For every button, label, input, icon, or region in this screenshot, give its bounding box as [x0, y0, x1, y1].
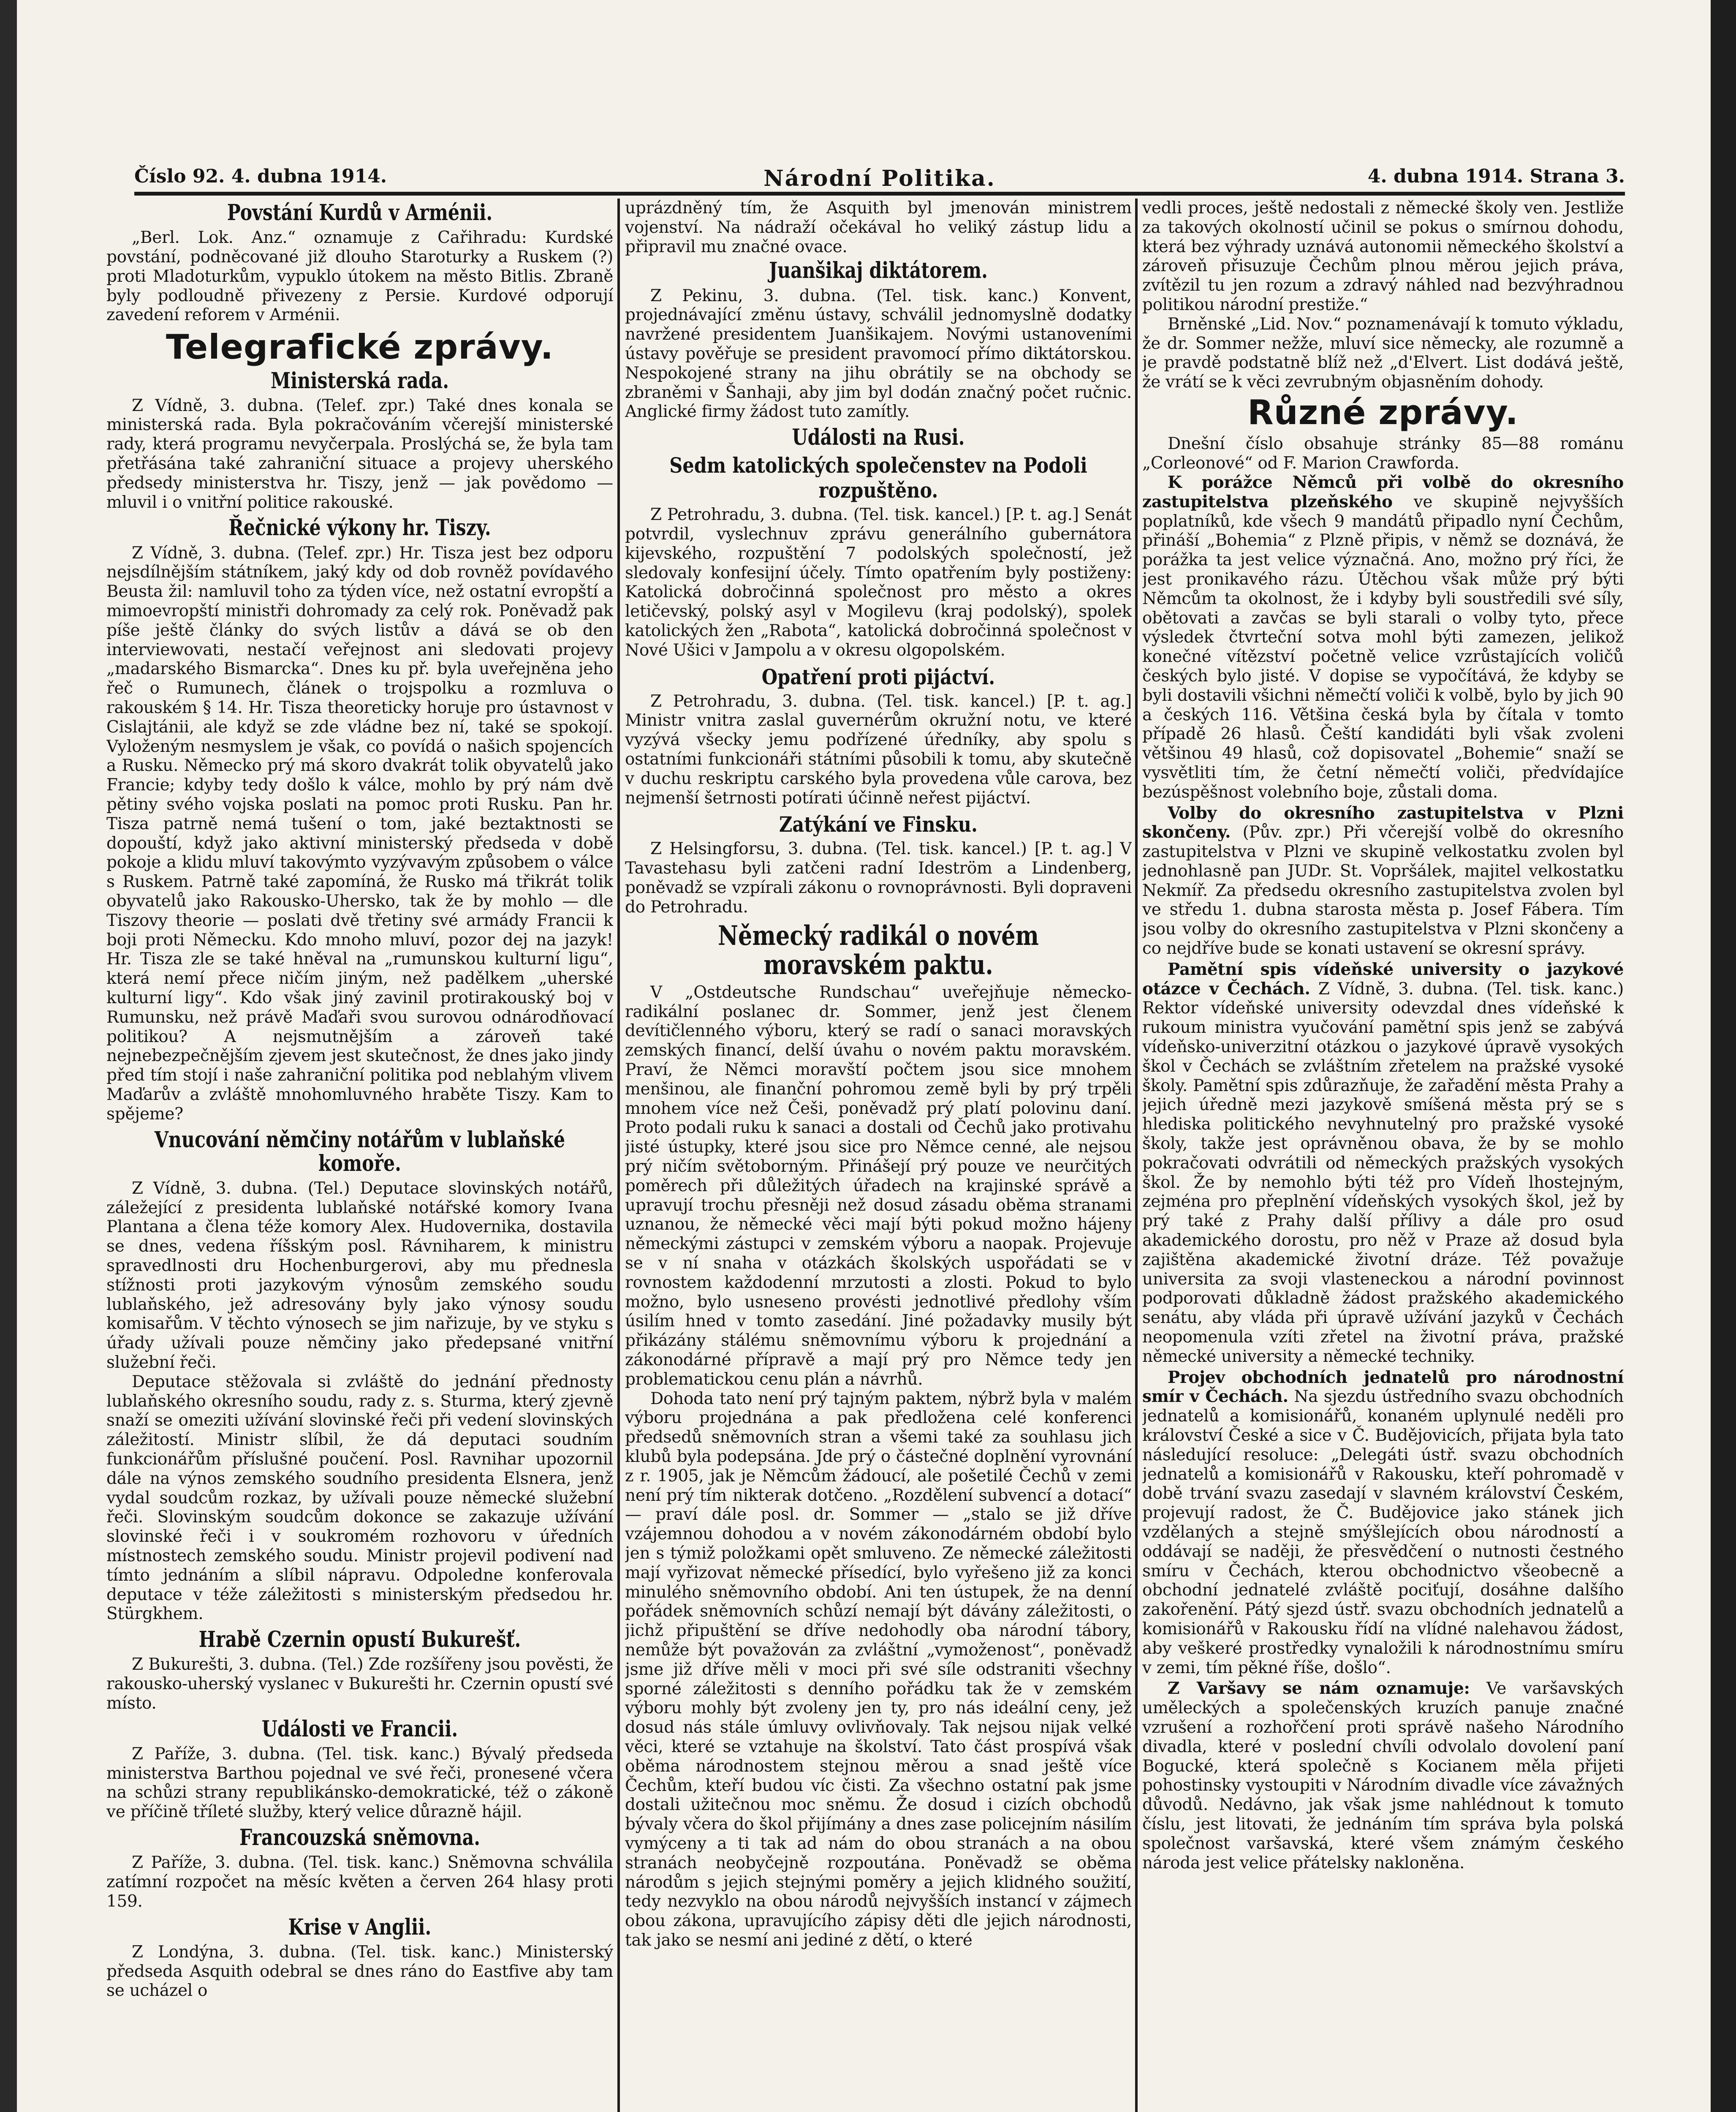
news-item-title: Volby do okresního zastupitelstva v Plzni skončeny. — [1142, 803, 1624, 842]
article-france-events — [106, 1717, 613, 1822]
news-item-title: Z Varšavy se nám oznamuje: — [1168, 1679, 1470, 1698]
headline: Události ve Francii. — [261, 1716, 458, 1742]
article-kurdish-uprising — [106, 201, 613, 325]
article-finland-arrests — [625, 812, 1132, 917]
novel-notice: Dnešní číslo obsahuje stránky 85—88 románu „Corleonové“ od F. Marion Crawforda. — [1142, 434, 1624, 473]
article-russia-events — [625, 426, 1132, 660]
news-item — [1142, 960, 1624, 1366]
article-moravian-pact — [625, 921, 1132, 1950]
column-rule-2 — [1135, 199, 1138, 2112]
headline: Vnucování němčiny notářům v lublaňské komoře. — [154, 1127, 565, 1176]
news-item-title: K porážce Němců při volbě do okresního zastupitelstva plzeňského — [1142, 472, 1624, 512]
article-french-chamber — [106, 1826, 613, 1911]
news-item-body: Na sjezdu ústředního svazu obchodních jednatelů a komisionářů, konaném uplynulé neděli pro království České a sice v Č. Budějovicích, přijata byla tato následující resoluce: „Delegáti ústř. svazu obchodních jednatelů a komisionářů v Rakousku, kteří pohromadě v době trvání svazu zasedají v slavném království Českém, projevují radost, že Č. Budějovice jako stánek jich vzdělaných a stejně smýšlejících obou národností a oddávají se naději, že přesvědčení o nutnosti čestného smíru v Čechách, kterou obchodnictvo všeobecně a obchodní jednatelé zvláště pociťují, dosáhne dalšího zakořenění. Pátý sjezd ústř. svazu obchodních jednatelů a komisionářů v Rakousku řídí na vlídné nalehavou žádost, aby veškeré prostředky vynaložili k národnostnímu smíru v zemi, tím pěkné říše, došlo“. — [1142, 1387, 1624, 1677]
news-item — [1142, 804, 1624, 958]
news-item-body: ve skupině nejvyšších poplatníků, kde všech 9 mandátů připadlo nyní Čechům, přináší „Bohemia“ z Plzně připis, v němž se doznává, že porážka ta jest velice význačná. Ano, možno prý říci, že jest pronikavého rázu. Útěchou však může prý býti Němcům ta okolnost, že i kdyby byli soustředili své síly, obětovati a zavčas se byli starali o volby tyto, přece výsledek čtvrteční sotva mohl býti zamezen, jelikož konečné vítězství početně velice vzrůstajících voličů českých bylo jisté. V dopise se vypočítává, že kdyby se byli dostavili všichni němečtí voliči k volbě, bylo by jich 90 a českých 116. Většina česká byla by čítala v tomto případě 26 hlasů. Čeští kandidáti byli však zvoleni většinou 49 hlasů, což dopisovatel „Bohemie“ snaží se vysvětliti tím, že četní němečtí voliči, předvídajíce bezúspěšnost volebního boje, zůstali doma. — [1142, 492, 1624, 802]
article-tisza-speeches — [106, 516, 613, 1124]
article-england-crisis — [106, 1916, 613, 2001]
article-body: „Berl. Lok. Anz.“ oznamuje z Cařihradu: Kurdské povstání, podněcované již dlouho Staroturky a Ruskem (?) proti Mladoturkům, vypuklo útokem na město Bitlis. Zbraně byly podloudně přivezeny z Persie. Kurdové odporují zavedení reforem v Arménii. — [106, 228, 613, 325]
headline: Události na Rusi. — [792, 425, 965, 451]
news-item-title: Projev obchodních jednatelů pro národnostní smír v Čechách. — [1142, 1367, 1624, 1407]
article-ljubljana-notaries — [106, 1128, 613, 1624]
column-2 — [625, 199, 1132, 2112]
continued-text-2: Brněnské „Lid. Nov.“ poznamenávají k tomuto výkladu, že dr. Sommer nežže, mluví sice německy, ale rozumně a je pravdě podstatně blíž než „d'Elvert. List dodává ještě, že vrátí se k věci zevrubným objasněním dohody. — [1142, 314, 1624, 392]
scan-edge-left — [0, 0, 17, 2112]
headline: Ministerská rada. — [270, 367, 449, 394]
news-item-body: Z Vídně, 3. dubna. (Tel. tisk. kanc.) Rektor vídeňské university odevzdal dnes vídeňské k rukoum ministra vyučování pamětní spis jenž se zabývá vídeňsko-univerzitní otázkou o jazykové úpravě vysokých škol v Čechách se zvláštním zřetelem na pražské vysoké školy. Pamětní spis zdůrazňuje, že zařadění města Prahy a jejich úředně mezi jazykově smíšená města prý se s hlediska politického nevyhnutelný pro pražské vysoké školy, takže jest oprávněnou obava, že by se mohlo pokračovati odvrátili od německých pražských vysokých škol. Že by nemohlo býti též pro Vídeň lhostejným, zejména pro přeplnění vídeňských vysokých škol, jež by prý také z Prahy další přílivy a dále pro osud akademického dorostu, pro něž v Praze až dosud byla zajištěna akademické životní dráze. Též považuje universita za svoji vlasteneckou a národní povinnost podporovati důkladně žádost pražského akademického senátu, aby vláda při úpravě užívání jazyků v Čechách neopomenula vzíti zřetel na životní práva, pražské německé university a německé techniky. — [1142, 979, 1624, 1366]
issue-number: Číslo 92. 4. dubna 1914. — [134, 166, 387, 187]
news-item — [1142, 1679, 1624, 1872]
article-drunkenness-measures — [625, 664, 1132, 808]
continued-text: vedli proces, ještě nedostali z německé školy ven. Jestliže za takových okolností učinil se pokus o smírnou dohodu, která bez výhrady uznává autonomii německého školství a zároveň přisuzuje Čechům plnou měrou jejich práva, zvítězil tu jen rozum a zdravý náhled nad bezvýhradnou politikou národní prestiže.“ — [1142, 199, 1624, 314]
column-1 — [106, 199, 613, 2112]
subheadline: Zatýkání ve Finsku. — [779, 812, 978, 837]
subheadline: Sedm katolických společenstev na Podoli rozpuštěno. — [669, 453, 1087, 503]
article-yuan-shikai — [625, 259, 1132, 422]
scan-edge-right — [1711, 0, 1736, 2112]
article-body-continued: Deputace stěžovala si zvláště do jednání přednosty lublaňského okresního soudu, rady z. s. Sturma, který zjevně snaží se omeziti užívání slovinské řeči při vedení slovinských záležitostí. Ministr slíbil, že dá deputaci soudním funkcionářům příslušné poučení. Posl. Ravnihar upozornil dále na výnos zemského soudního presidenta Elsnera, jenž vydal soudcům rozkaz, by užívali pouze německé služební řeči. Slovinským soudcům dokonce se zakazuje užívání slovinské řeči i v soukromém rozhovoru v úředních místnostech zemského soudu. Ministr projevil podivení nad tímto jednáním a slíbil nápravu. Odpoledne konferovala deputace v téže záležitosti s ministerským předsedou hr. Stürgkhem. — [106, 1372, 613, 1624]
headline: Řečnické výkony hr. Tiszy. — [228, 515, 491, 541]
column-rule-1 — [617, 199, 620, 2112]
headline: Hrabě Czernin opustí Bukurešť. — [198, 1627, 521, 1653]
article-body-continued: Dohoda tato není prý tajným paktem, nýbrž byla v malém výboru projednána a pak předložena celé konferenci předsedů sněmovních stran a všemi také za souhlasu jich klubů byla podepsána. Jde prý o částečné doplnění vyrovnání z r. 1905, jak je Němcům žádoucí, ale pošetilé Čechů v zemi není prý tím nikterak dotčeno. „Rozdělení subvencí a dotací“ — praví dále posl. dr. Sommer — „stalo se již dříve vzájemnou dohodou a v novém zákonodárném období bylo jen s týmiž položkami opět smluveno. Ze německé záležitosti mají vyřizovat německé přísedící, bylo vyřešeno již za konci minulého sněmovního období. Ani ten ústupek, že na denní pořádek sněmovních schůzí nemají být dávány záležitosti, o jichž připuštění se dříve nedohodly oba národní tábory, nemůže být považován za zvláštní „vymoženost“, poněvadž jsme již dříve měli v moci při své síle odstraniti všechny sporné záležitosti s denního pořádku tak že v zemském výboru mohly být zvoleny jen ty, pro nás ideální ceny, jež dosud nás stále úmluvy ovlivňovaly. Tak nejsou nijak velké věci, které se vztahuje na školství. Tato část prospívá však oběma národnostem stejnou měrou a snad ještě více Čechům, kteří budou víc čisti. Za všechno ostatní pak jsme dostali užitečnou moc sněmu. Že dosud i cizích obchodů bývaly včera do škol přijímány a dnes zase policejním násilím vymýceny a ti tak ad nám do obou stranách a na obou stranách neobyčejně rozpoutána. Poněvadž se oběma národům s jejich stejnými poměry a jejich klidného soužití, tedy nezvyklo na obou národů nejvyšších instancí v zájmech obou zákona, upravujícího zápisy děti dle jejich národnosti, tak jako se nesmí ani jediné z dětí, o které — [625, 1389, 1132, 1950]
page-header — [134, 166, 1625, 196]
article-body: Z Vídně, 3. dubna. (Tel.) Deputace slovinských notářů, záležející z presidenta lublaňské notářské komory Ivana Plantana a člena téže komory Alex. Hudovernika, dostavila se dnes, vedena říšským posl. Rávniharem, k ministru spravedlnosti dru Hochenburgerovi, aby mu přednesla stížnosti proti jazykovým výnosům zemského soudu lublaňského, jež adresovány byly jako výnosy soudu komisařům. V těchto výnosech se jim nařizuje, by ve styku s úřady užívali pouze němčiny jako předepsané vnitřní služební řeči. — [106, 1178, 613, 1372]
headline: Povstání Kurdů v Arménii. — [227, 200, 493, 226]
article-body: Z Vídně, 3. dubna. (Telef. zpr.) Hr. Tisza jest bez odporu nejsdílnějším státníkem, jaký kdy od dob rovněž povídavého Beusta žil: namluvil toho za týden více, než ostatní evropští a mimoevropští ministři dohromady za celý rok. Poněvadž pak píše ještě články do svých listův a dává se ob den interviewovati, nestačí veřejnost ani sledovati projevy „madarského Bismarcka“. Dnes ku př. byla uveřejněna jeho řeč o Rumunech, článek o trojspolku a rozmluva o rakouském § 14. Hr. Tisza theoreticky horuje pro ústavnost v Cislajtánii, ale když se zde vládne bez ní, také se spokojí. Vyloženým nesmyslem je však, co povídá o našich spojencích a Rusku. Německo prý má skoro dvakrát tolik obyvatelů jako Francie; kdyby tedy došlo k válce, mohlo by prý nám dvě pětiny svého vojska poslati na pomoc proti Rusku. Pan hr. Tisza patrně nemá tušení o tom, jaké beztaktnosti se dopouští, když jako aktivní ministerský předseda v době pokoje a klidu mluví takovýmto vyzývavým způsobem o válce s Ruskem. Patrně také zapomíná, že Rusko má třikrát tolik obyvatelů jako Rakousko-Uhersko, tak že by mohlo — dle Tiszovy theorie — poslati dvě třetiny své armády Francii k boji proti Německu. Kdo mnoho mluví, pozor dej na jazyk! Hr. Tisza zle se také hněval na „rumunskou kulturní ligu“, která nemí přece ničím jiným, než padělkem „uherské kulturní ligy“. Kdo však jiný zavinil protirakouský boj v Rumunsku, než právě Maďaři svou surovou odnárodňovací politikou? A nejsmutnějším a zároveň také nejnebezpečnějším zjevem jest skutečnost, že dnes jako jindy před tím stojí i naše zahraniční politika pod neblahým vlivem Maďarův a zvláště mnohomluvného hraběte Tiszy. Kam to spějeme? — [106, 543, 613, 1124]
headline: Krise v Anglii. — [288, 1914, 432, 1940]
news-item — [1142, 473, 1624, 802]
column-3 — [1142, 199, 1624, 2112]
newspaper-title: Národní Politika. — [763, 166, 996, 191]
section-title: Různé zprávy. — [1247, 392, 1519, 432]
page-number: 4. dubna 1914. Strana 3. — [1367, 166, 1625, 187]
article-body: Z Petrohradu, 3. dubna. (Tel. tisk. kancel.) [P. t. ag.] Ministr vnitra zaslal guvernérům okružní notu, ve které vyzývá všecky jemu podřízené úředníky, aby spolu s ostatními funkcionáři státními působili k tomu, aby skutečně v duchu reskriptu carského byla provedena vůle carova, bez nejmenší šetrnosti potírati účinně neřest pijáctví. — [625, 691, 1132, 808]
headline: Francouzská sněmovna. — [239, 1825, 481, 1851]
section-title: Telegrafické zprávy. — [166, 327, 554, 367]
headline: Juanšikaj diktátorem. — [769, 258, 988, 284]
article-council-of-ministers — [106, 369, 613, 512]
headline: Německý radikál o novém moravském paktu. — [717, 920, 1039, 981]
news-item — [1142, 1368, 1624, 1678]
subheadline: Opatření proti pijáctví. — [761, 664, 995, 689]
article-body: Z Paříže, 3. dubna. (Tel. tisk. kanc.) Sněmovna schválila zatímní rozpočet na měsíc květen a červen 264 hlasy proti 159. — [106, 1853, 613, 1911]
article-body: V „Ostdeutsche Rundschau“ uveřejňuje německo-radikální poslanec dr. Sommer, jenž jest členem devítičlenného výboru, který se radí o sanaci moravských zemských financí, delší úvahu o novém paktu moravském. Praví, že Němci moravští počtem jsou sice mnohem menšinou, ale finanční pohromou země byli by prý trpěli mnohem více než Češi, poněvadž prý platí polovinu daní. Proto podali ruku k sanaci a dostali od Čechů jako protivahu jisté ústupky, které jsou sice pro Němce cenné, ale nejsou prý ničím světoborným. Přinášejí prý pouze ve neurčitých poměrech při důležitých úřadech na krajinské správě a upravují trochu přesněji než dosud zásadu oběma stranami uznanou, že německé věci mají býti pokud možno hájeny německými zástupci v zemském výboru a naopak. Projevuje se v ní snaha v otázkách školských uspořádati se v rovnostem každodenní mrzutosti a zlosti. Pokud to bylo možno, bylo usneseno provésti jednotlivé předlohy vším úsilím hned v tomto zasedání. Jiné požadavky musily být přikázány stálému sněmovnímu výboru k projednání a zákonodárné přípravě a mají prý pro Němce tedy jen problematickou cenu plán a návrhů. — [625, 983, 1132, 1389]
article-body: Z Pekinu, 3. dubna. (Tel. tisk. kanc.) Konvent, projednávající změnu ústavy, schválil jednomyslně dodatky navržené presidentem Juanšikajem. Novými ustanoveními ústavy pověřuje se president pravomocí přímo diktátorskou. Nespokojené strany na jihu obrátily se na obchody se zbraněmi v Šanhaji, aby jim byl dodán značný počet ručnic. Anglické firmy žádost tuto zamítly. — [625, 286, 1132, 422]
article-body: Z Londýna, 3. dubna. (Tel. tisk. kanc.) Ministerský předseda Asquith odebral se dnes ráno do Eastfive aby tam se ucházel o — [106, 1942, 613, 2000]
article-body: Z Bukurešti, 3. dubna. (Tel.) Zde rozšířeny jsou pověsti, že rakousko-uherský vyslanec v Bukurešti hr. Czernin opustí své místo. — [106, 1655, 613, 1713]
article-body: Z Helsingforsu, 3. dubna. (Tel. tisk. kancel.) [P. t. ag.] V Tavastehasu byli zatčeni radní Ideström a Lindenberg, poněvadž se vzpírali zákonu o rovnoprávnosti. Byli dopraveni do Petrohradu. — [625, 839, 1132, 917]
article-body: Z Paříže, 3. dubna. (Tel. tisk. kanc.) Bývalý předseda ministerstva Barthou pojednal ve své řeči, pronesené včera na schůzi strany republikánsko-demokratické, též o zákoně ve příčině tříleté služby, který velice důrazně hájil. — [106, 1744, 613, 1822]
news-item-body: (Pův. zpr.) Při včerejší volbě do okresního zastupitelstva v Plzni ve skupině velkostatku zvolen byl jednohlasně pan JUDr. St. Vopršálek, majitel velkostatku Nekmíř. Za předsedu okresního zastupitelstva zvolen byl ve středu 1. dubna starosta města p. Josef Fábera. Tím jsou volby do okresního zastupitelstva v Plzni skončeny a co nejdříve bude se konati ustavení se okresní správy. — [1142, 823, 1624, 958]
article-body: Z Petrohradu, 3. dubna. (Tel. tisk. kancel.) [P. t. ag.] Senát potvrdil, vyslechnuv zprávu generálního gubernátora kijevského, rozpuštění 7 podolských společností, jež sledovaly konfesijní účely. Tímto opatřením byly postiženy: Katolická dobročinná společnost pro město a okres letičevský, polský asyl v Mogilevu (kraj podolský), spolek katolických žen „Rabota“, katolická dobročinná společnost v Nové Ušici v Jampolu a v okresu olgopolském. — [625, 505, 1132, 660]
article-czernin — [106, 1628, 613, 1713]
news-item-title: Pamětní spis vídeňské university o jazykové otázce v Čechách. — [1142, 959, 1624, 999]
news-item-body: Ve varšavských uměleckých a společenských kruzích panuje značné vzrušení a rozhořčení proti správě našeho Národního divadla, které v poslední chvíli odvolalo dovolení paní Bogucké, která společně s Kocianem měla přijeti pohostinsky vystoupiti v Národním divadle více závažných důvodů. Nedávno, jak však jsme nahlédnout k tomuto číslu, jest litovati, že jednáním tím správa byla polská společnost varšavská, které všem známým českého národa jest velice přátelsky nakloněna. — [1142, 1679, 1624, 1872]
continued-text: uprázdněný tím, že Asquith byl jmenován ministrem vojenství. Na nádraží očekával ho veliký zástup lidu a připravil mu značné ovace. — [625, 199, 1132, 256]
article-body: Z Vídně, 3. dubna. (Telef. zpr.) Také dnes konala se ministerská rada. Byla pokračováním včerejší ministerské rady, která programu nevyčerpala. Proslýchá se, že byla tam přetřásána také zahraniční situace a projevy uherského předsedy ministerstva hr. Tiszy, jenž — jak povědomo — mluvil i o vnitřní politice rakouské. — [106, 396, 613, 512]
